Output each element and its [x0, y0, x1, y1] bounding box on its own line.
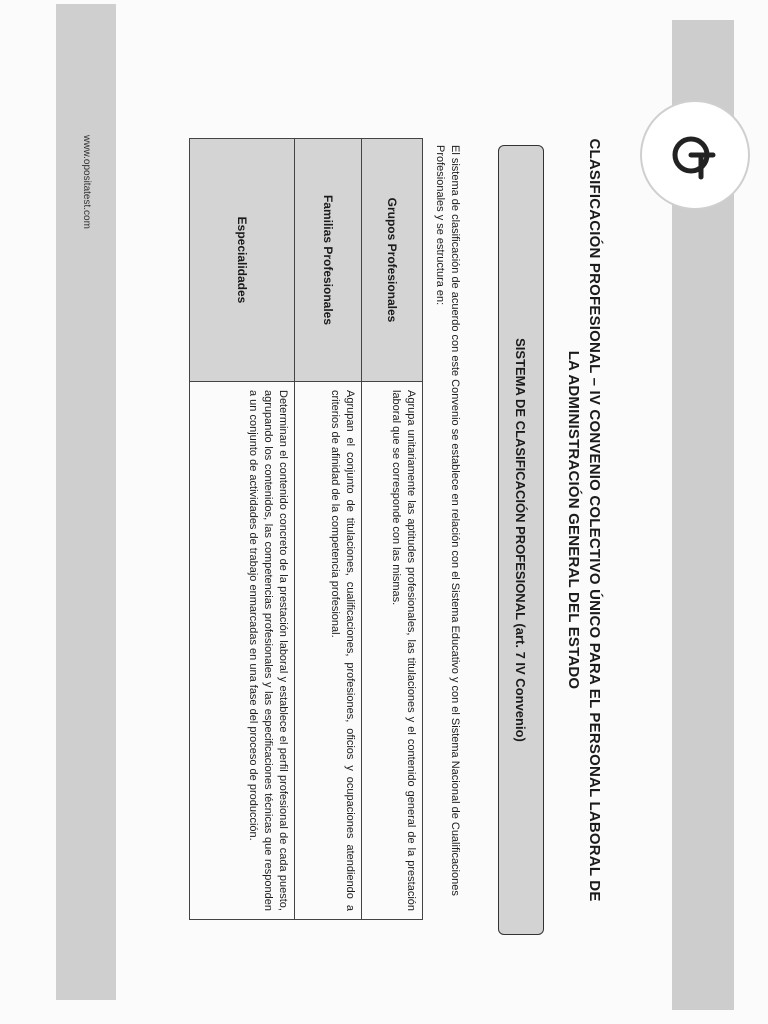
classification-table	[189, 138, 423, 920]
table-row	[362, 139, 423, 920]
section-header	[498, 145, 544, 935]
intro-paragraph: El sistema de clasificación de acuerdo con este Convenio se establece en relación con el Sistema Educativo y con el Sistema Nacional de Cualificaciones Profesionales y se estructura en:	[434, 145, 461, 896]
table-row	[190, 139, 295, 920]
footer-url: www.opositatest.com	[81, 135, 92, 229]
section-title: SISTEMA DE CLASIFICACIÓN PROFESIONAL (art. 7 IV Convenio)	[513, 338, 529, 742]
row-definition: Agrupa unitariamente las aptitudes profesionales, las titulaciones y el contenido general de la prestación laboral que se corresponde con las mismas.	[362, 382, 423, 920]
document-title: CLASIFICACIÓN PROFESIONAL – IV CONVENIO COLECTIVO ÚNICO PARA EL PERSONAL LABORAL DE LA ADMINISTRACIÓN GENERAL DEL ESTADO	[565, 138, 603, 902]
row-definition: Agrupan el conjunto de titulaciones, cualificaciones, profesiones, oficios y ocupaciones atendiendo a criterios de afinidad de la competencia profesional.	[295, 382, 362, 920]
row-term: Especialidades	[190, 139, 295, 382]
row-term: Familias Profesionales	[295, 139, 362, 382]
row-term: Grupos Profesionales	[362, 139, 423, 382]
table-row	[295, 139, 362, 920]
row-definition: Determinan el contenido concreto de la prestación laboral y establece el perfil profesional de cada puesto, agrupando los contenidos, las competencias profesionales y las especificaciones técnicas que responden a un conjunto de actividades de trabajo enmarcadas en una fase del proceso de producción.	[190, 382, 295, 920]
